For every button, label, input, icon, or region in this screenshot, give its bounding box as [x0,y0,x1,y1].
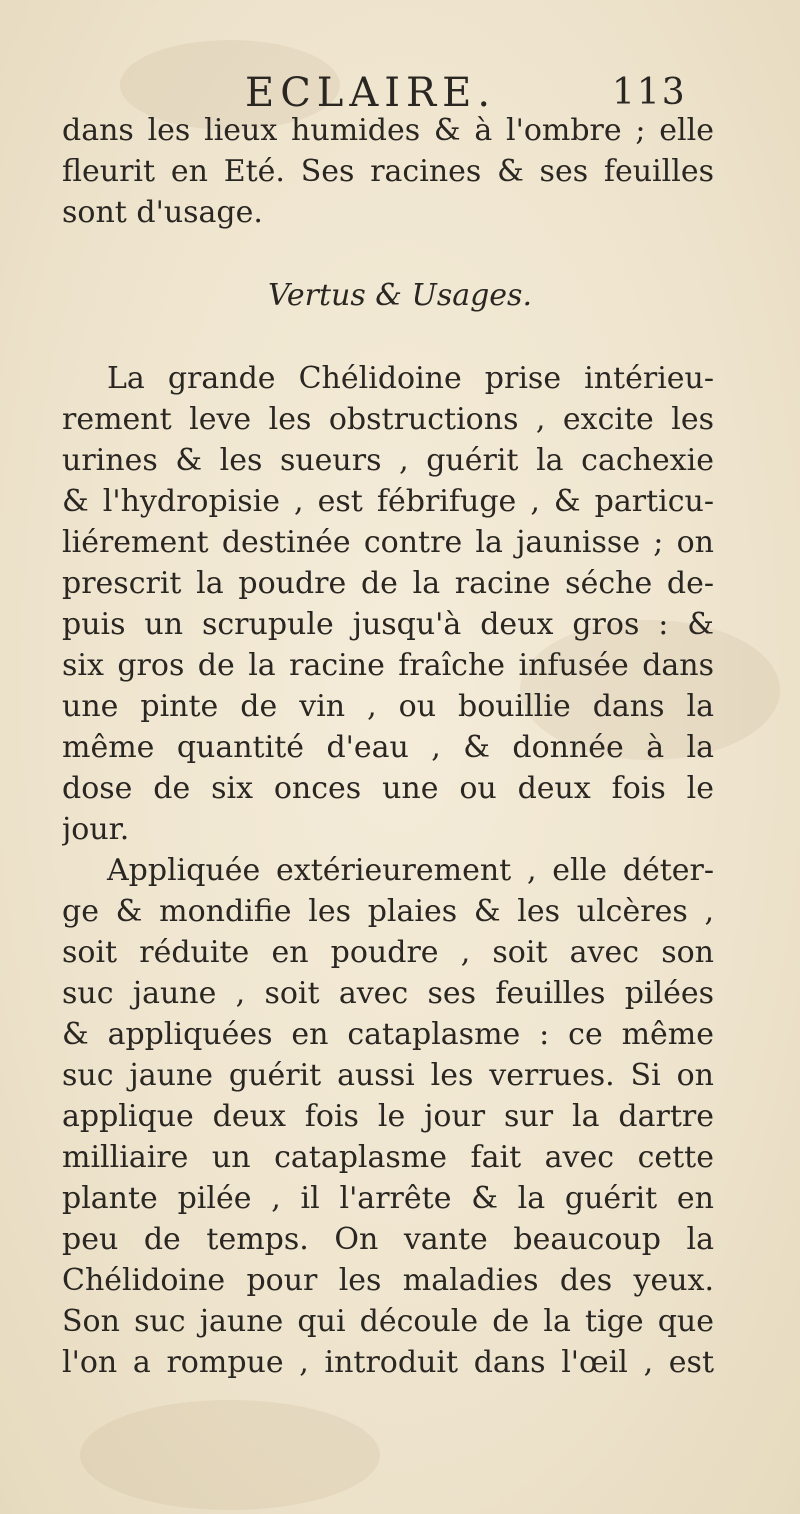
text-line: Appliquée extérieurement , elle déter- [107,853,714,888]
text-line: plante pilée , il l'arrête & la guérit en [62,1181,714,1216]
text-line: liérement destinée contre la jaunisse ; on [62,525,714,560]
text-line: ge & mondifie les plaies & les ulcères , [62,894,714,929]
text-line: soit réduite en poudre , soit avec son [62,935,714,970]
text-line: & appliquées en cataplasme : ce même [62,1017,714,1052]
text-line: l'on a rompue , introduit dans l'œil , est [62,1345,714,1380]
text-line: puis un scrupule jusqu'à deux gros : & [62,607,714,642]
text-line: applique deux fois le jour sur la dartre [62,1099,714,1134]
text-line: Son suc jaune qui découle de la tige que [62,1304,714,1339]
intro-text [62,110,714,233]
text-line: dans les lieux humides & à l'ombre ; elle [62,113,714,148]
section-heading: Vertus & Usages. [267,278,532,313]
text-line: urines & les sueurs , guérit la cachexie [62,443,714,478]
text-line: prescrit la poudre de la racine séche de- [62,566,714,601]
text-line: fleurit en Eté. Ses racines & ses feuilles [62,154,714,189]
text-line: milliaire un cataplasme fait avec cette [62,1140,714,1175]
text-line: rement leve les obstructions , excite les [62,402,714,437]
text-line: une pinte de vin , ou bouillie dans la [62,689,714,724]
text-line: jour. [62,812,130,847]
text-line: même quantité d'eau , & donnée à la [62,730,714,765]
paper-stain [80,1400,380,1510]
text-line: suc jaune guérit aussi les verrues. Si on [62,1058,714,1093]
text-line: peu de temps. On vante beaucoup la [62,1222,714,1257]
text-line: sont d'usage. [62,195,263,230]
text-line: dose de six onces une ou deux fois le [62,771,714,806]
page-number: 113 [612,72,687,113]
running-title: ECLAIRE. [245,70,497,116]
paragraph-2 [62,850,714,1383]
text-line: Chélidoine pour les maladies des yeux. [62,1263,714,1298]
text-line: & l'hydropisie , est fébrifuge , & particu- [62,484,714,519]
text-line: suc jaune , soit avec ses feuilles pilées [62,976,714,1011]
text-line: La grande Chélidoine prise intérieu- [107,361,714,396]
text-line: six gros de la racine fraîche infusée dans [62,648,714,683]
paragraph-1 [62,358,714,850]
